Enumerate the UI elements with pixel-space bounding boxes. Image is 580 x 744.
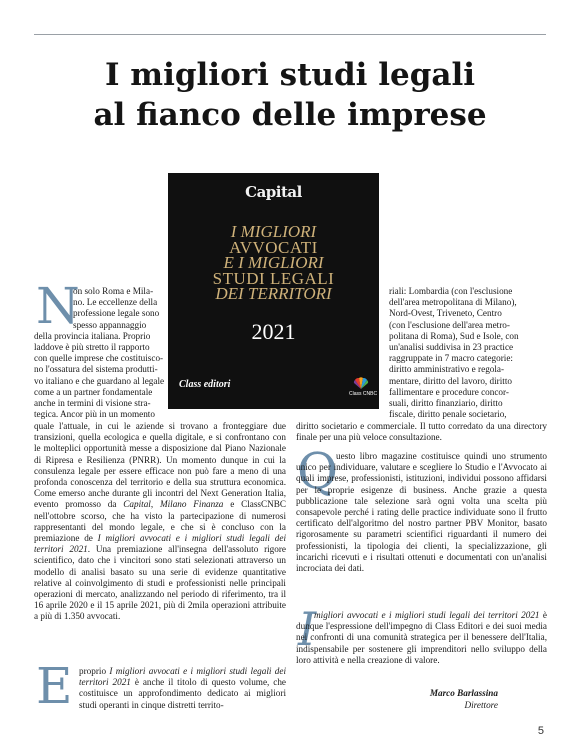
peacock-icon (353, 376, 369, 390)
cover-line-5: DEI TERRITORI (215, 284, 332, 303)
cover-line-2: AVVOCATI (229, 237, 318, 257)
title-line-2: al fianco delle imprese (93, 97, 487, 133)
book-paragraph: proprio I migliori avvocati e i migliori studi legali dei territori 2021 è anche il titolo di questo volume, che costituisce un approfondimento dedicato ai migliori studi operanti in cinque distretti territo- (79, 666, 286, 710)
title-line-1: I migliori studi legali (104, 57, 476, 93)
dropcap-e: E (36, 657, 73, 715)
cover-line-4: STUDI LEGALI (212, 268, 335, 288)
cover-cnbc-label: Class CNBC (349, 391, 378, 397)
dropcap-q: Q (297, 442, 338, 500)
magazine-paragraph: uesto libro magazine costituisce quindi uno strumento unico per individuare, valutare e scegliere lo Studio e l'Avvocato ai quali imprese, professionisti, istituzioni, individui possono affidarsi per le proprie esigenze di business. Anche grazie a questa pubblicazione tale selezione sarà ogni volta una scelta più consapevole perché i rating delle practice individuate sono il frutto certificato dell'algoritmo del nostro partner PBV Monitor, basato rigorosamente su parametri scientifici riguardanti il numero dei professionisti, la tipologia dei clienti, la specializzazione, gli incarichi ricevuti e i risultati ottenuti e documentati con un'analisi incrociata dei dati. (296, 451, 547, 574)
cover-publisher-logo: Class editori (179, 379, 231, 390)
page-number: 5 (537, 725, 544, 737)
cover-logo: Capital (245, 183, 302, 201)
intro-wrap-left: on solo Roma e Mila- no. Le eccellenze della professione legale sono spesso appannaggio della provincia italiana. Proprio laddove è più stretto il rapporto con quelle imprese che costituisco- no l'ossatura del sistema produtti- vo italiano e che guardano al legale come a un partner fondamentale anche in termini di visione stra- tegica. Ancor più in un momento (34, 286, 165, 420)
cover-line-1: I MIGLIORI (230, 222, 317, 241)
author-role: Direttore (464, 699, 498, 710)
cover-year: 2021 (251, 319, 296, 344)
practice-paragraph-end: diritto societario e commerciale. Il tutto corredato da una directory finale per una più veloce consultazione. (296, 421, 547, 443)
page-title (0, 55, 580, 135)
closing-paragraph: migliori avvocati e i migliori studi legali dei territori 2021 è dunque l'espressione dell'impegno di Class Editori e dei suoi media nei confronti di una comunità strategica per il benessere dell'Italia, indispensabile per sostenere gli imprenditori nello sviluppo della loro attività e nella creazione di valore. (296, 610, 548, 665)
intro-paragraph: quale l'attuale, in cui le aziende si trovano a fronteggiare due transizioni, quella ecologica e quella digitale, e si confrontano con le molteplici opportunità messe a disposizione dal Piano Nazionale di Ripresa e Resilienza (PNRR). Un momento dunque in cui la consulenza legale per essere efficace non può fare a meno di una profonda conoscenza del territorio e della sua struttura economica. Come emerso anche durante gli incontri del Next Generation Italia, evento promosso da Capital, Milano Finanza e ClassCNBC nell'ottobre scorso, che ha visto la partecipazione di numerosi rappresentanti del mondo legale, e che si è concluso con la premiazione de I migliori avvocati e i migliori studi legali dei territori 2021. Una premiazione all'insegna dell'assoluto rigore scientifico, dato che i vincitori sono stati selezionati attraverso un modello di analisi basato su una serie di evidenze quantitative relative al coinvolgimento di studi e professionisti nelle principali operazioni di mercato, analizzando nel periodo di riferimento, tra il 16 aprile 2020 e il 15 aprile 2021, più di 2mila operazioni attribuite a più di 1.350 avvocati. (34, 421, 287, 622)
dropcap-i: I (298, 602, 317, 656)
practice-wrap-right: riali: Lombardia (con l'esclusione dell'area metropolitana di Milano), Nord-Ovest, Triveneto, Centro (con l'esclusione dell'area metro- politana di Roma), Sud e Isole, con un'analisi suddivisa in 23 practice raggruppate in 7 macro categorie: diritto amministrativo e regola- mentare, diritto del lavoro, diritto fallimentare e procedure concor- suali, diritto finanziario, diritto fiscale, diritto penale societario, (389, 286, 519, 420)
author-name: Marco Barlassina (429, 688, 498, 698)
signature (430, 688, 498, 711)
dropcap-n: N (36, 277, 80, 335)
cover-line-3: E I MIGLIORI (223, 253, 324, 272)
top-rule (34, 34, 546, 35)
